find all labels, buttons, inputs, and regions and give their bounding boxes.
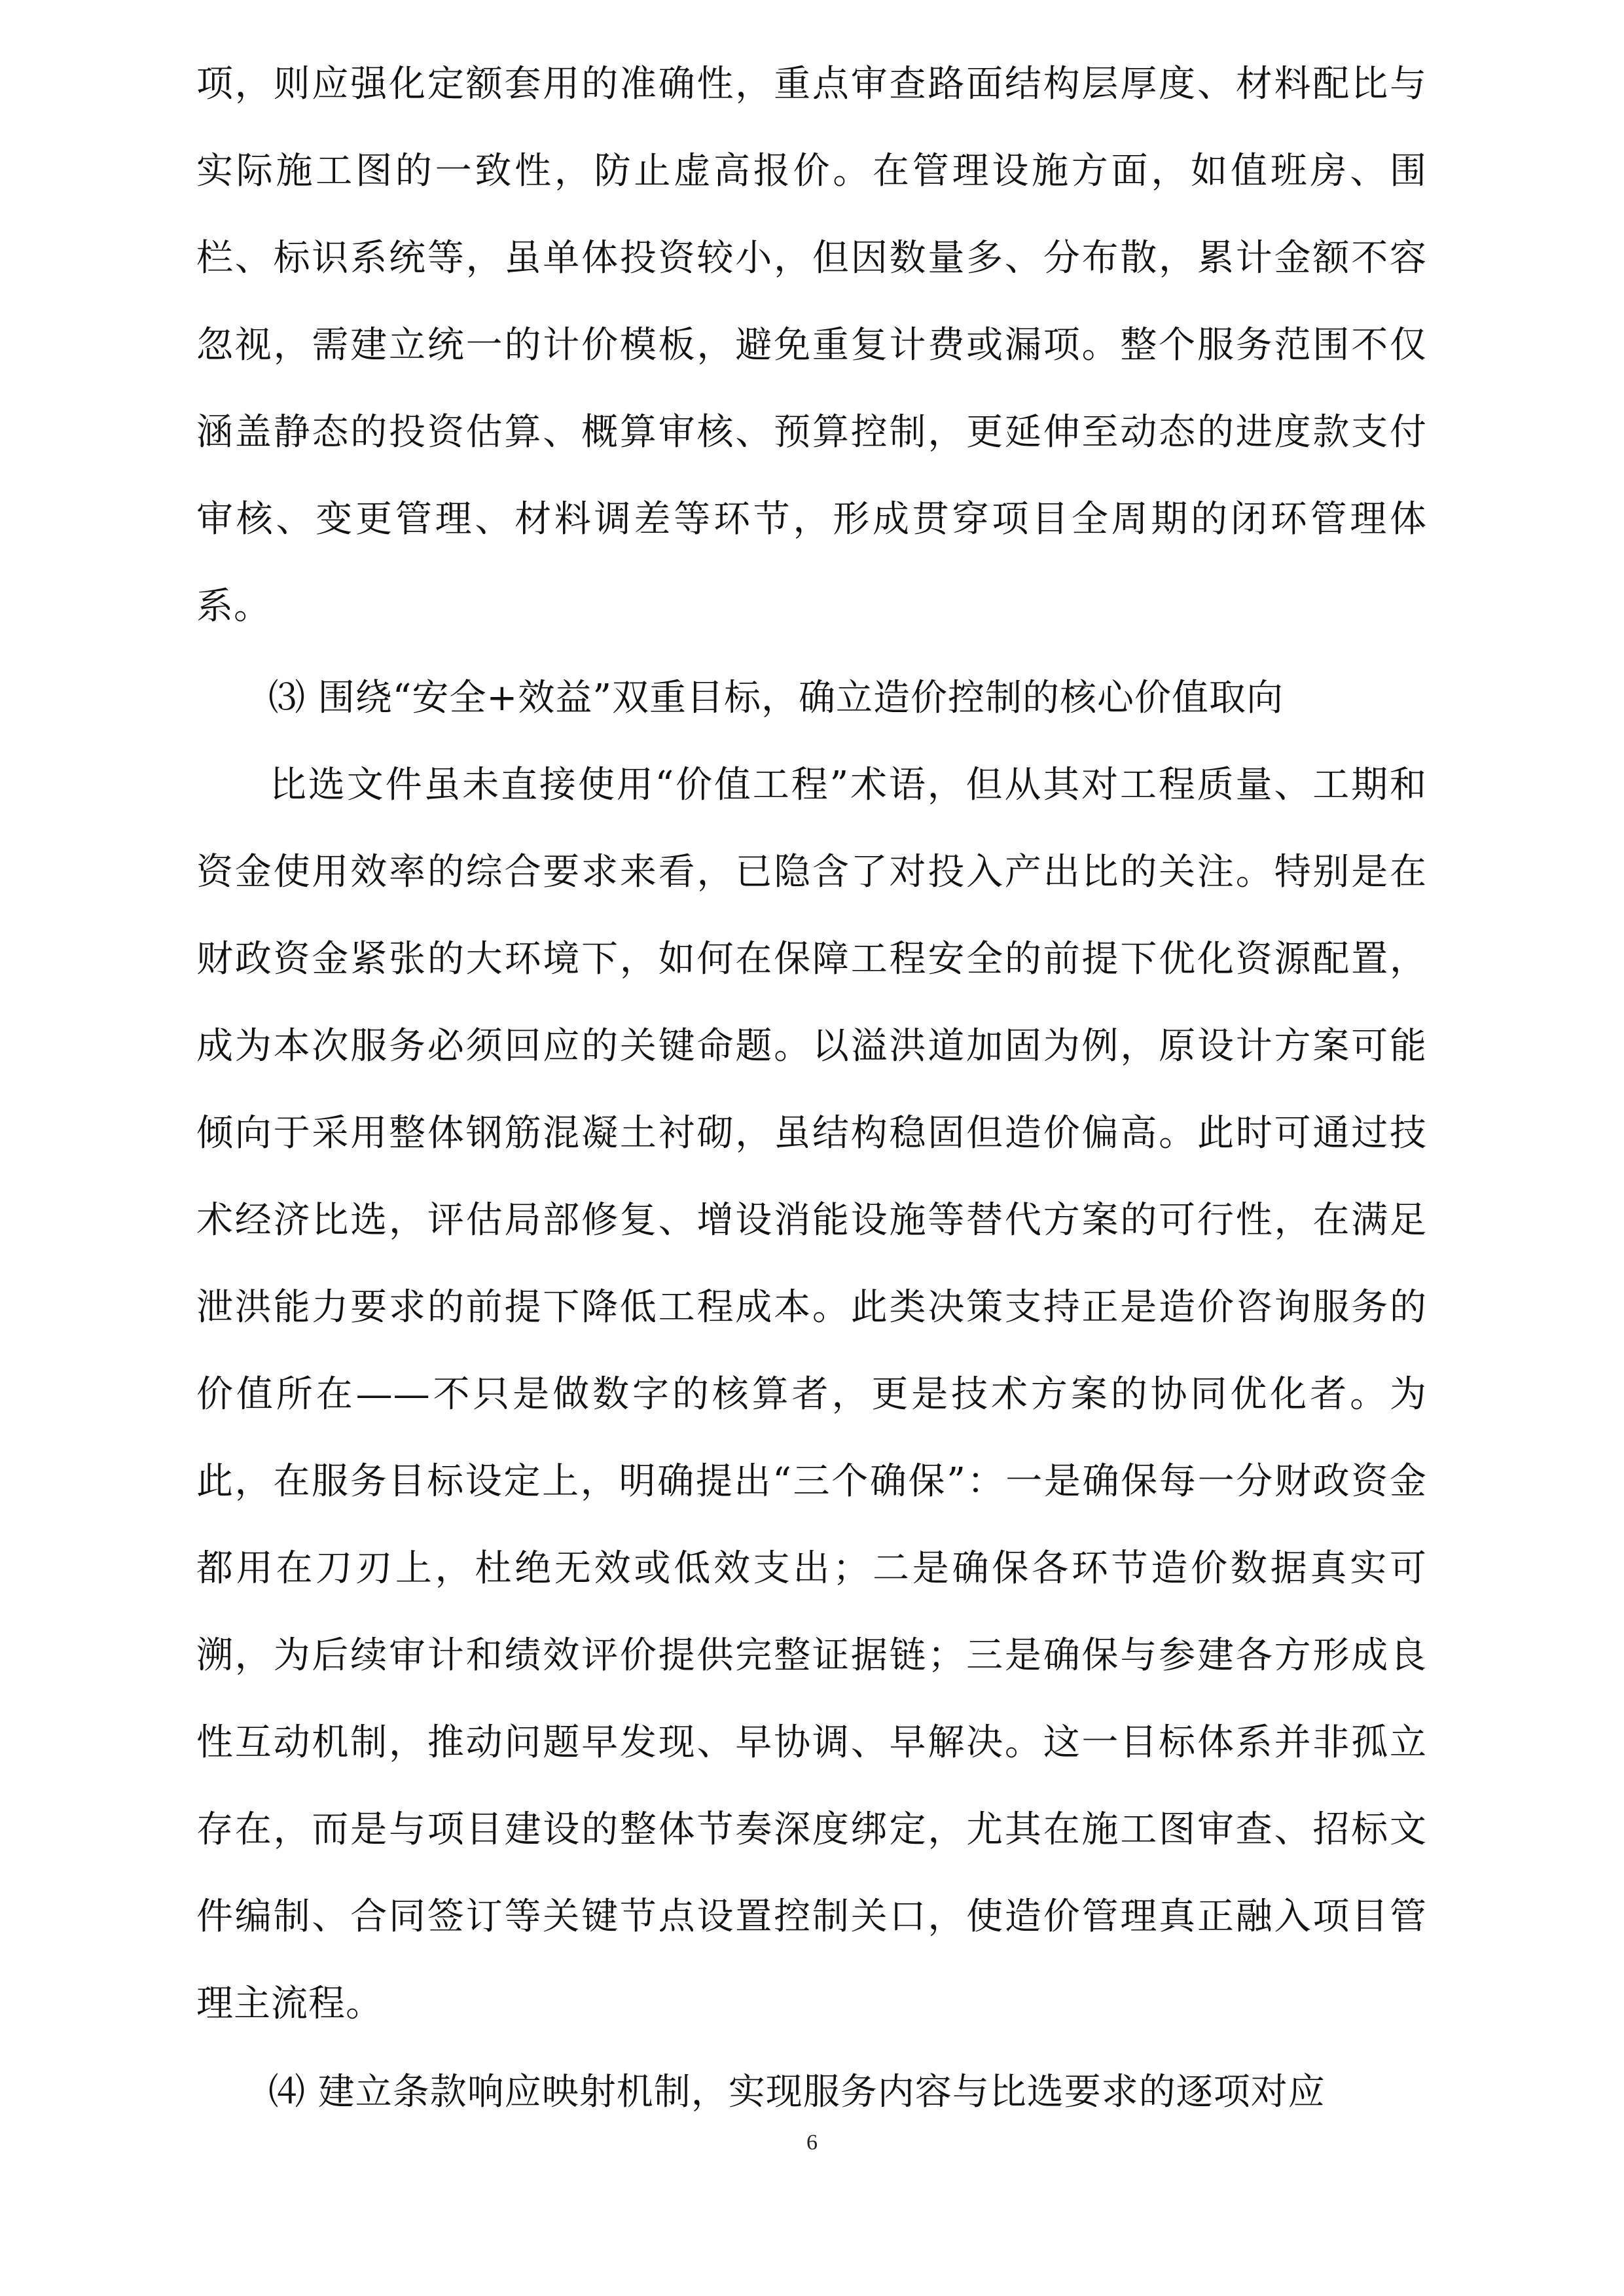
section-heading-4: ⑷ 建立条款响应映射机制，实现服务内容与比选要求的逐项对应 [268, 2071, 1326, 2113]
section-3-paragraph: 比选文件虽未直接使用“价值工程”术语，但从其对工程质量、工期和资金使用效率的综合要求来看，已隐含了对投入产出比的关注。特别是在财政资金紧张的大环境下，如何在保障工程安全的前提下优化资源配置，成为本次服务必须回应的关键命题。以溢洪道加固为例，原设计方案可能倾向于采用整体钢筋混凝土衬砌，虽结构稳固但造价偏高。此时可通过技术经济比选，评估局部修复、增设消能设施等替代方案的可行性，在满足泄洪能力要求的前提下降低工程成本。此类决策支持正是造价咨询服务的价值所在——不只是做数字的核算者，更是技术方案的协同优化者。为此，在服务目标设定上，明确提出“三个确保”：一是确保每一分财政资金都用在刀刃上，杜绝无效或低效支出；二是确保各环节造价数据真实可溯，为后续审计和绩效评价提供完整证据链；三是确保与参建各方形成良性互动机制，推动问题早发现、早协调、早解决。这一目标体系并非孤立存在，而是与项目建设的整体节奏深度绑定，尤其在施工图审查、招标文件编制、合同签订等关键节点设置控制关口，使造价管理真正融入项目管理主流程。 [196, 764, 1427, 2025]
page-number: 6 [806, 2130, 818, 2155]
continued-paragraph: 项，则应强化定额套用的准确性，重点审查路面结构层厚度、材料配比与实际施工图的一致性，防止虚高报价。在管理设施方面，如值班房、围栏、标识系统等，虽单体投资较小，但因数量多、分布散，累计金额不容忽视，需建立统一的计价模板，避免重复计费或漏项。整个服务范围不仅涵盖静态的投资估算、概算审核、预算控制，更延伸至动态的进度款支付审核、变更管理、材料调差等环节，形成贯穿项目全周期的闭环管理体系。 [196, 63, 1427, 628]
section-heading-3: ⑶ 围绕“安全+效益”双重目标，确立造价控制的核心价值取向 [268, 677, 1284, 719]
